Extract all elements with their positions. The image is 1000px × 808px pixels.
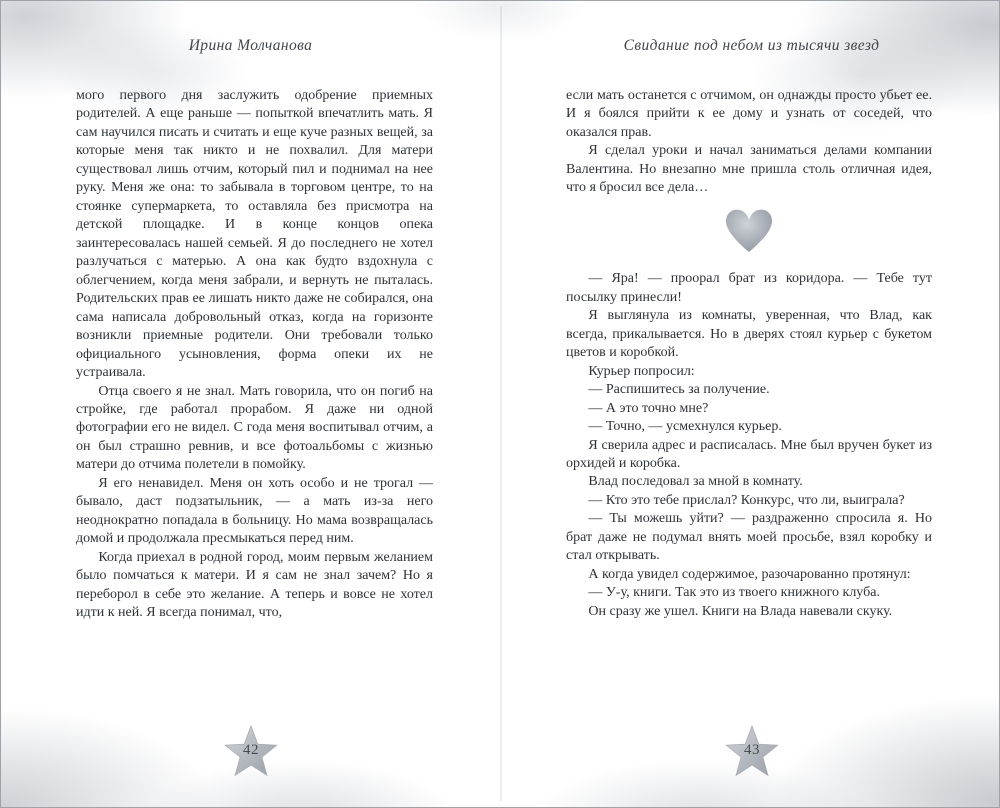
left-page-text	[76, 87, 433, 723]
paragraph: мого первого дня заслужить одобрение приемных родителей. А еще раньше — попыткой впечатлить мать. Я сам научился писать и считать и еще куче разных вещей, за которые меня так никто и не похвалил. Для матери существовал лишь отчим, который пил и поднимал на нее руку. Меня же она: то забывала в торговом центре, то на стоянке супермаркета, то оставляла без присмотра на детской площадке. И в конце концов опека заинтересовалась нашей семьей. Я до последнего не хотел разлучаться с матерью. А она как будто вздохнула с облегчением, когда меня забрали, и вернуть не пыталась. Родительских прав ее лишать никто даже не собирался, она сама написала добровольный отказ, когда на горизонте возникли приемные родители. Они требовали только официального усыновления, форма опеки их не устраивала.	[76, 88, 433, 381]
paragraph: — Распишитесь за получение.	[588, 382, 770, 398]
paragraph: А когда увидел содержимое, разочарованно протянул:	[588, 566, 911, 582]
paragraph: Курьер попросил:	[588, 363, 695, 379]
right-text-after-heart	[566, 270, 932, 621]
right-text-before-heart	[566, 87, 932, 198]
heart-icon	[721, 244, 777, 259]
paragraph: Я выглянула из комнаты, уверенная, что Влад, как всегда, прикалывается. Но в дверях стоял курьер с букетом цветов и коробкой.	[566, 308, 932, 361]
scene-break-ornament	[566, 205, 932, 261]
left-page	[1, 1, 500, 808]
page-number: 43	[744, 742, 760, 758]
paragraph: — Кто это тебе прислал? Конкурс, что ли, выиграла?	[588, 492, 905, 508]
paragraph: — У-у, книги. Так это из твоего книжного клуба.	[588, 585, 880, 601]
right-running-header-title: Свидание под небом из тысячи звезд	[623, 37, 880, 54]
right-page	[502, 1, 1000, 808]
paragraph: Отца своего я не знал. Мать говорила, что он погиб на стройке, где работал прорабом. Я даже ни одной фотографии его не видел. С года меня воспитывал отчим, а он был страшно ревнив, и все фотоальбомы с жизнью матери до отчима полетели в помойку.	[76, 383, 433, 473]
left-running-header-author: Ирина Молчанова	[188, 37, 313, 54]
paragraph: — Ты можешь уйти? — раздраженно спросила я. Но брат даже не подумал внять моей просьбе, взял коробку и стал открывать.	[566, 511, 932, 564]
paragraph: — Точно, — усмехнулся курьер.	[588, 419, 782, 435]
paragraph: если мать останется с отчимом, он однажды просто убьет ее. И я боялся прийти к ее дому и узнать от соседей, что оказался прав.	[566, 88, 932, 140]
paragraph: Когда приехал в родной город, моим первым желанием было помчаться к матери. И я сам не знал зачем? Но я переборол в себе это желание. А теперь и вовсе не хотел идти к ней. Я всегда понимал, что,	[76, 549, 433, 621]
right-page-number-star	[723, 723, 781, 783]
paragraph: Он сразу же ушел. Книги на Влада навевали скуку.	[588, 603, 893, 619]
paragraph: — Яра! — проорал брат из коридора. — Тебе тут посылку принесли!	[566, 271, 932, 305]
left-page-number-star	[222, 723, 280, 783]
paragraph: — А это точно мне?	[588, 400, 709, 416]
page-number: 42	[243, 742, 259, 758]
paragraph: Влад последовал за мной в комнату.	[588, 474, 803, 490]
right-page-text	[566, 87, 932, 723]
paragraph: Я сделал уроки и начал заниматься делами компании Валентина. Но внезапно мне пришла столь отличная идея, что я бросил все дела…	[566, 143, 932, 196]
paragraph: Я сверила адрес и расписалась. Мне был вручен букет из орхидей и коробка.	[566, 437, 932, 471]
paragraph: Я его ненавидел. Меня он хоть особо и не трогал — бывало, даст подзатыльник, — а мать из-за него неоднократно попадала в больницу. Но мама возвращалась домой и продолжала пресмыкаться перед ним.	[76, 475, 433, 547]
